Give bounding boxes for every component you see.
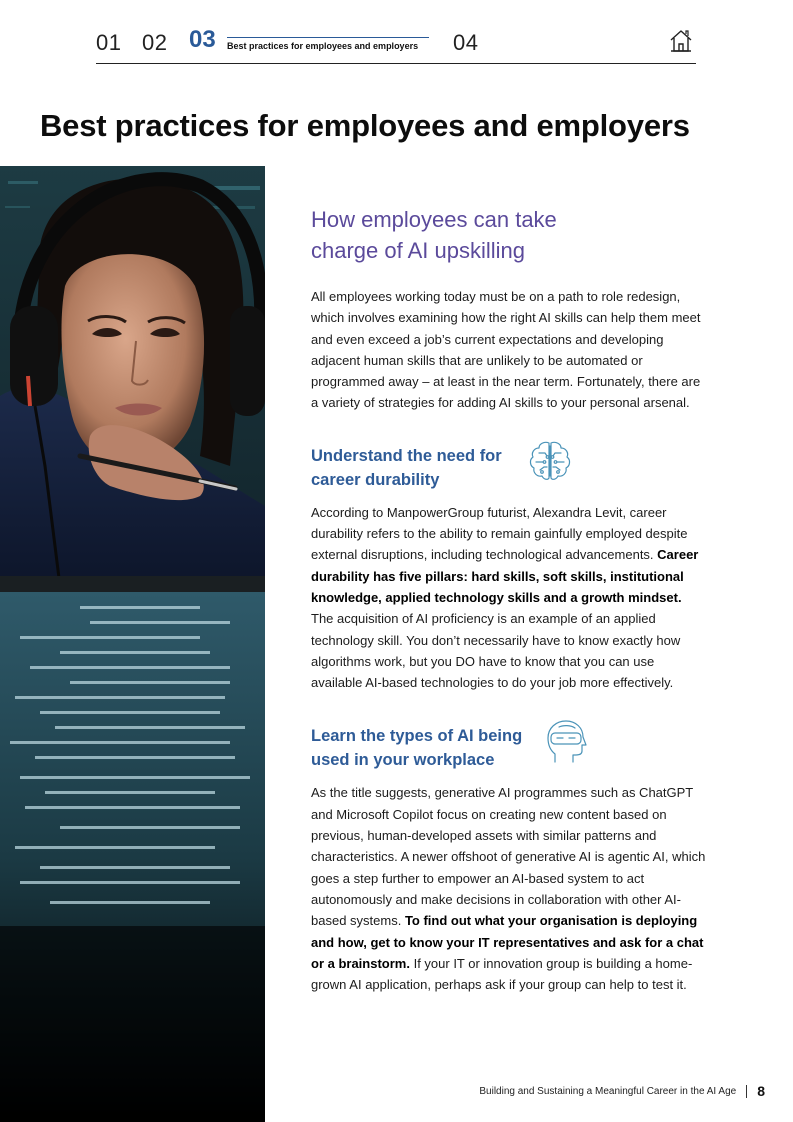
main-heading-line2: charge of AI upskilling <box>311 238 526 263</box>
career-durability-text-a: According to ManpowerGroup futurist, Alexandra Levit, career durability refers to the ability to remain gainfully employed despite external disruptions, including technological advancements. <box>311 504 688 563</box>
brain-circuit-icon <box>527 438 573 484</box>
main-content <box>311 204 711 995</box>
nav-section-02[interactable]: 02 <box>142 30 168 55</box>
career-durability-text-b: The acquisition of AI proficiency is an example of an applied technology skill. You don’t necessarily have to know exactly how algorithms work, but you DO have to know that you can use available AI-based technologies to do your job more effectively. <box>311 611 681 691</box>
types-of-ai-heading-line1: Learn the types of AI being <box>311 727 523 746</box>
main-heading <box>311 204 711 266</box>
intro-paragraph: All employees working today must be on a path to role redesign, which involves examining how the right AI skills can help them meet and even exceed a job’s current expectations and developing adjacent human skills that are unlikely to be automated or programmed away – at least in the near term. Fortunately, there are a variety of strategies for adding AI skills to your personal arsenal. <box>311 289 701 411</box>
nav-active-label: Best practices for employees and employers <box>227 41 419 51</box>
career-durability-heading <box>311 444 711 492</box>
section-navigation <box>96 26 696 64</box>
nav-section-04[interactable]: 04 <box>453 30 479 55</box>
home-icon[interactable] <box>668 28 694 54</box>
footer-divider <box>746 1085 747 1098</box>
main-heading-line1: How employees can take <box>311 207 557 232</box>
career-durability-heading-line2: career durability <box>311 470 440 489</box>
career-durability-text-bold: Career durability has five pillars: hard skills, soft skills, institutional knowledge, applied technology skills and a growth mindset. <box>311 547 699 605</box>
career-durability-heading-line1: Understand the need for <box>311 446 502 465</box>
footer-publication-title: Building and Sustaining a Meaningful Career in the AI Age <box>479 1085 737 1097</box>
career-durability-paragraph <box>311 502 703 694</box>
nav-section-01[interactable]: 01 <box>96 30 122 55</box>
page-title: Best practices for employees and employers <box>40 108 690 143</box>
vr-head-icon <box>545 718 589 768</box>
types-of-ai-heading <box>311 724 711 772</box>
types-of-ai-text-b: If your IT or innovation group is building a home-grown AI application, perhaps ask if your group can help to test it. <box>311 955 693 993</box>
types-of-ai-paragraph <box>311 782 706 995</box>
nav-active-underline <box>227 37 429 38</box>
nav-active-number: 03 <box>189 26 216 53</box>
types-of-ai-heading-line2: used in your workplace <box>311 751 495 770</box>
page-number: 8 <box>757 1083 765 1099</box>
types-of-ai-text-bold: To find out what your organisation is deploying and how, get to know your IT representatives and ask for a chat or a brainstorm. <box>311 913 704 971</box>
woman-headphones-photo <box>0 166 265 1122</box>
page-footer <box>479 1082 765 1100</box>
types-of-ai-text-a: As the title suggests, generative AI programmes such as ChatGPT and Microsoft Copilot focus on creating new content based on previous, human-developed assets with similar patterns and characteristics. A newer offshoot of generative AI is agentic AI, which goes a step further to empower an AI-based system to act autonomously and make decisions in collaboration with other AI-based systems. <box>311 785 706 929</box>
section-career-durability <box>311 444 711 694</box>
section-types-of-ai <box>311 724 711 995</box>
nav-section-03-active[interactable] <box>189 26 431 56</box>
